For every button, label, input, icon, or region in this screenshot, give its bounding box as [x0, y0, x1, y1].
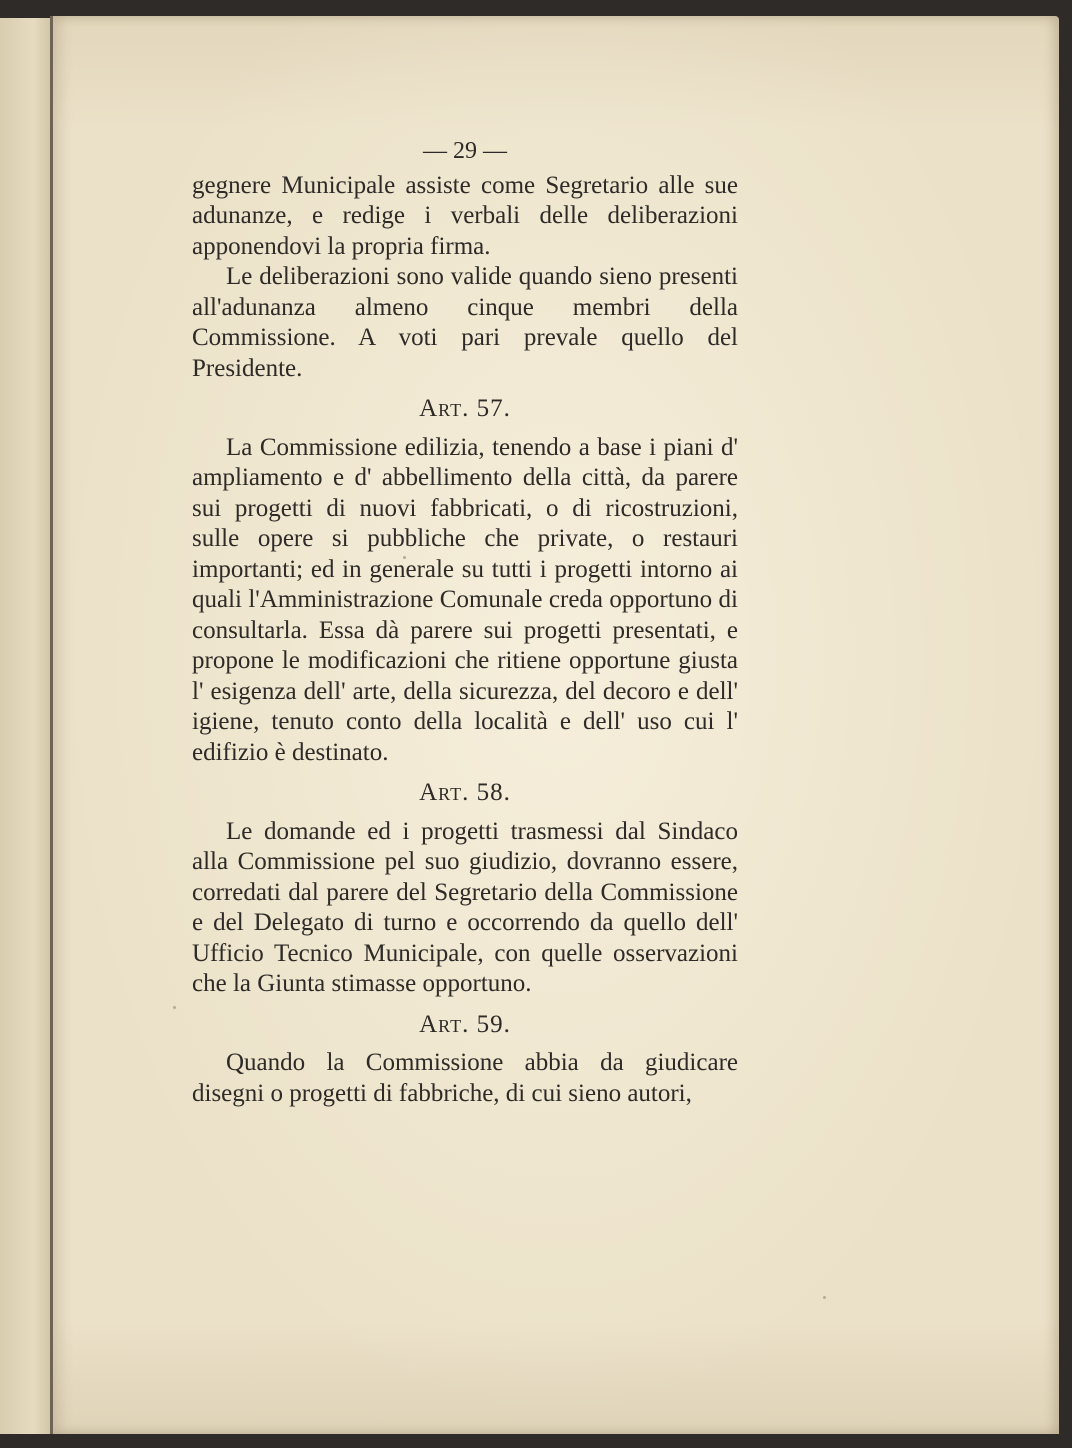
paragraph: Le deliberazioni sono valide quando sieno presenti all'adunanza almeno cinque membri della Commissione. A voti pari prevale quello del Presidente. [192, 263, 738, 382]
paper-speck [173, 1006, 176, 1009]
article-heading: Art. 57. [419, 395, 511, 422]
article-heading: Art. 58. [419, 779, 511, 806]
paragraph-continued: gegnere Municipale assiste come Segretario alle sue adunanze, e redige i verbali delle deliberazioni apponendovi la propria firma. [192, 171, 738, 260]
page-number: — 29 — [423, 138, 507, 164]
article-text: Quando la Commissione abbia da giudicare disegni o progetti di fabbriche, di cui sieno autori, [192, 1049, 738, 1107]
page-text [192, 136, 738, 1109]
article-heading: Art. 59. [419, 1010, 511, 1038]
paper-speck [823, 1296, 826, 1299]
article-text: Le domande ed i progetti trasmessi dal Sindaco alla Commissione pel suo giudizio, dovranno essere, corredati dal parere del Segretario della Commissione e del Delegato di turno e occorrendo da quello dell' Ufficio Tecnico Municipale, con quelle osservazioni che la Giunta stimasse opportuno. [192, 817, 738, 997]
article-text: La Commissione edilizia, tenendo a base i piani d' ampliamento e d' abbellimento della città, da parere sui progetti di nuovi fabbricati, o di ricostruzioni, sulle opere si pubbliche che private, o restauri importanti; ed in generale su tutti i progetti intorno ai quali l'Amministrazione Comunale creda opportuno di consultarla. Essa dà parere sui progetti presentati, e propone le modificazioni che ritiene opportune giusta l' esigenza dell' arte, della sicurezza, del decoro e dell' igiene, tenuto conto della località e dell' uso cui l' edifizio è destinato. [192, 433, 738, 766]
